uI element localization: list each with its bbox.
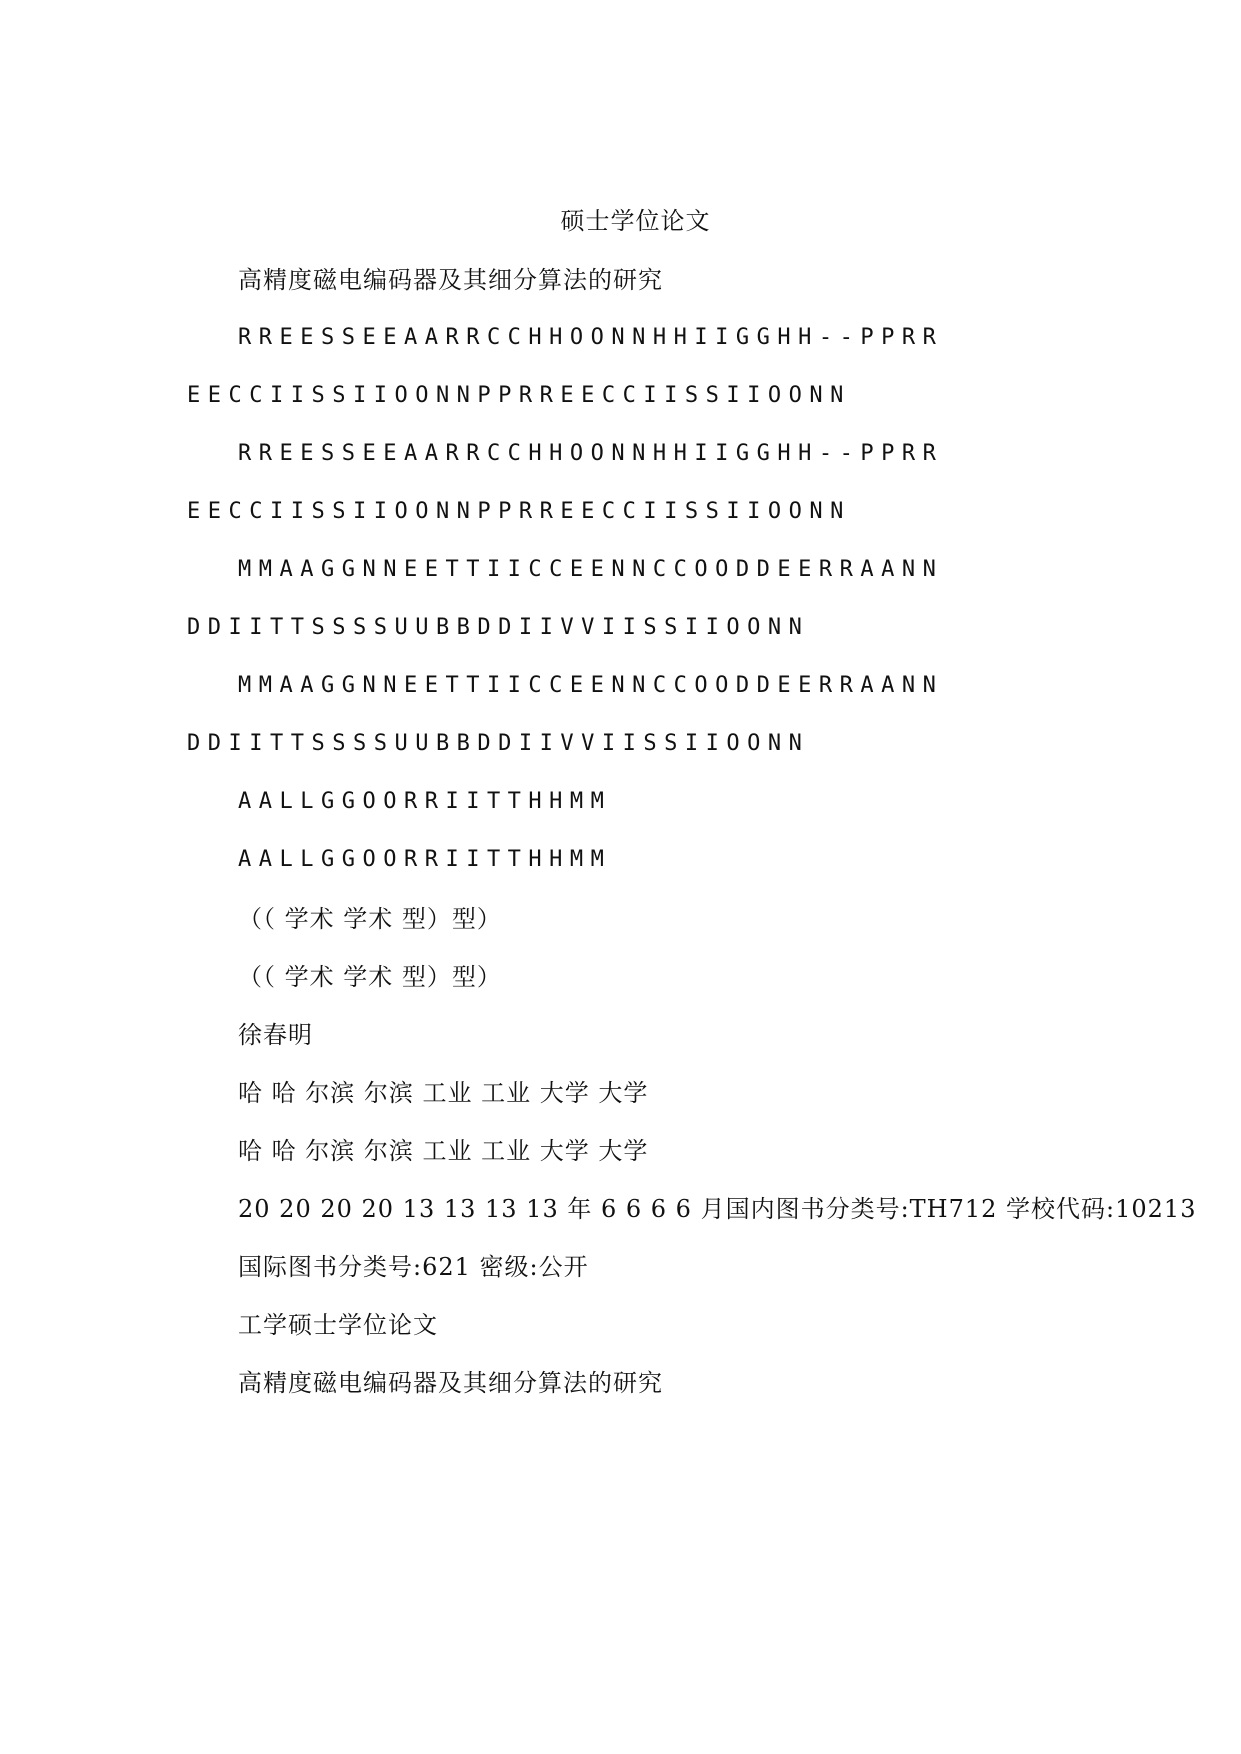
date-and-codes: 20 20 20 20 13 13 13 13 年 6 6 6 6 月国内图书分类号:TH712 学校代码:10213 [238, 1195, 1197, 1223]
title-en-line: DDIITTSSSSUUBBDDIIVVIISSIIOONN [187, 615, 810, 640]
author-name: 徐春明 [238, 1021, 313, 1049]
title-en-line: RREESSEEAARRCCHHOONNHHIIGGHH--PPRR [238, 325, 944, 350]
title-en-line: AALLGGOORRIITTHHMM [238, 847, 612, 872]
title-en-line: AALLGGOORRIITTHHMM [238, 789, 612, 814]
university-name: 哈 哈 尔滨 尔滨 工业 工业 大学 大学 [238, 1079, 649, 1107]
title-en-line: DDIITTSSSSUUBBDDIIVVIISSIIOONN [187, 731, 810, 756]
thesis-type: （（ 学术 学术 型）型） [238, 905, 502, 933]
title-en-line: MMAAGGNNEETTIICCEENNCCOODDEERRAANN [238, 557, 944, 582]
title-en-line: EECCIISSIIOONNPPRREECCIISSIIOONN [187, 499, 851, 524]
thesis-title-cn-repeat: 高精度磁电编码器及其细分算法的研究 [238, 1369, 663, 1397]
university-name: 哈 哈 尔滨 尔滨 工业 工业 大学 大学 [238, 1137, 649, 1165]
degree-title: 硕士学位论文 [560, 207, 711, 235]
title-en-line: EECCIISSIIOONNPPRREECCIISSIIOONN [187, 383, 851, 408]
thesis-type: （（ 学术 学术 型）型） [238, 963, 502, 991]
thesis-title-cn: 高精度磁电编码器及其细分算法的研究 [238, 266, 663, 294]
intl-class-and-secrecy: 国际图书分类号:621 密级:公开 [238, 1253, 589, 1281]
degree-type: 工学硕士学位论文 [238, 1311, 438, 1339]
title-en-line: MMAAGGNNEETTIICCEENNCCOODDEERRAANN [238, 673, 944, 698]
title-en-line: RREESSEEAARRCCHHOONNHHIIGGHH--PPRR [238, 441, 944, 466]
